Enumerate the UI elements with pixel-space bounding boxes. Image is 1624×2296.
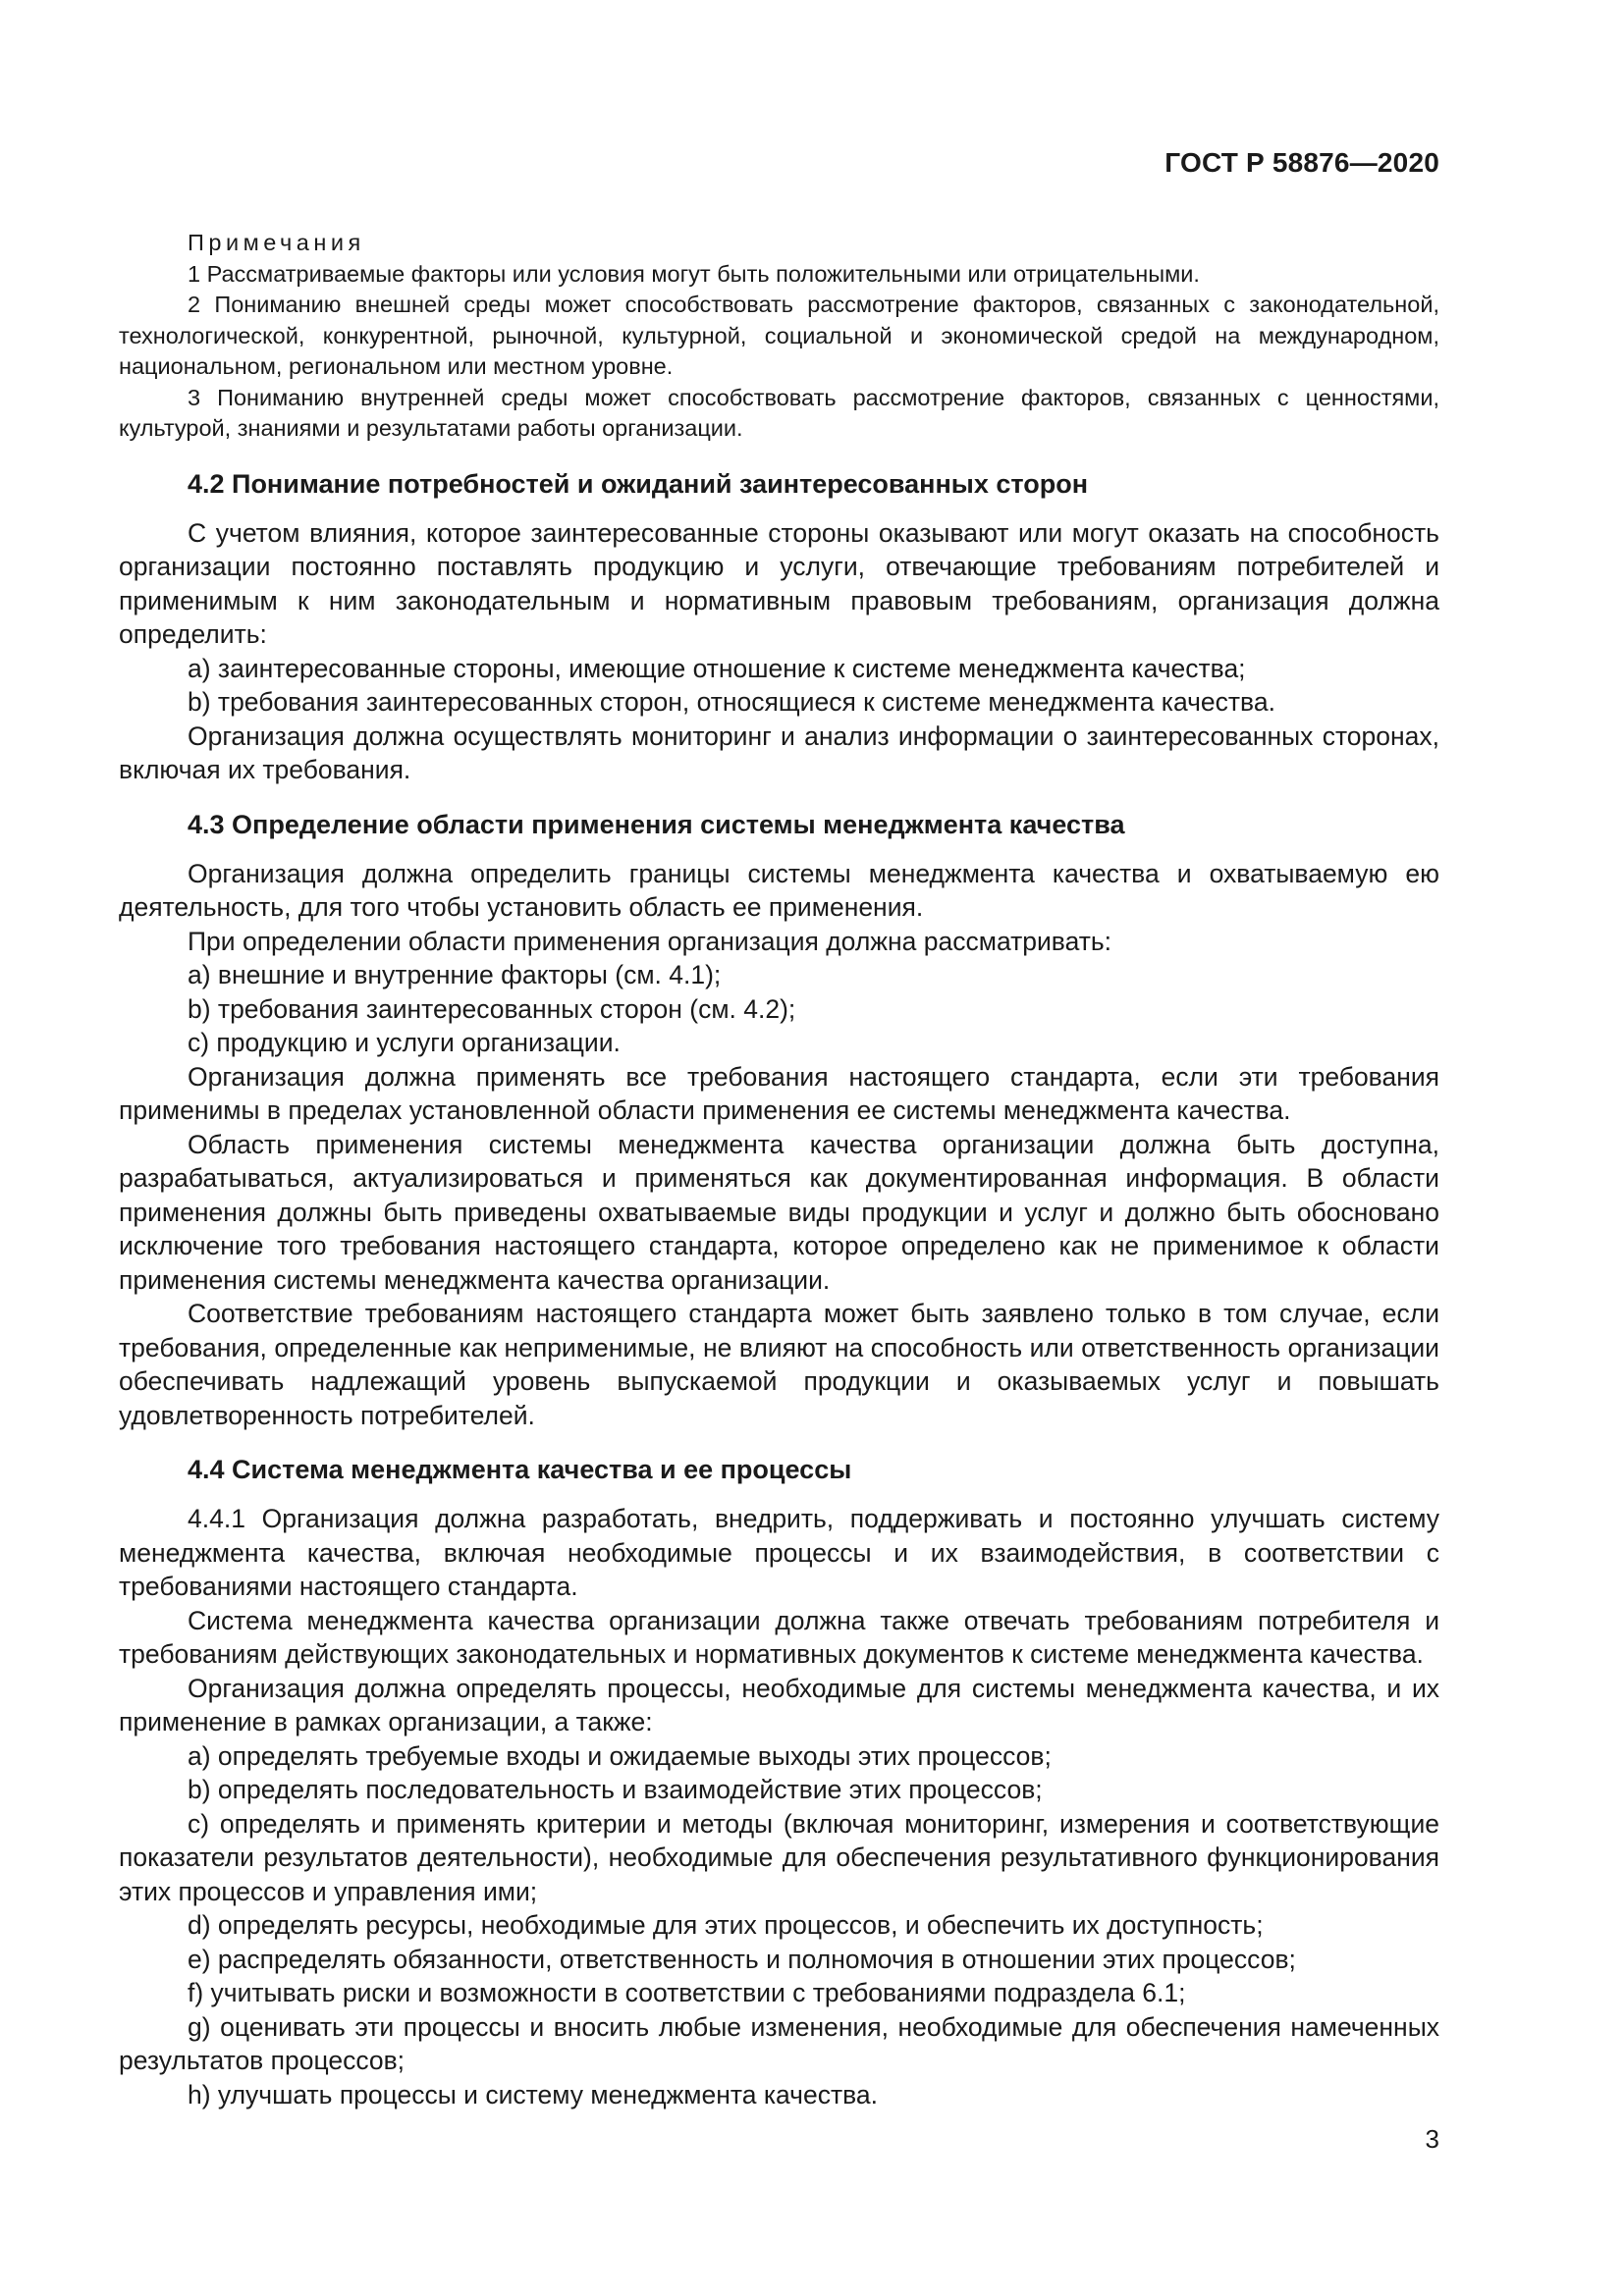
paragraph: Организация должна применять все требования настоящего стандарта, если эти требования применимы в пределах установленной области применения ее системы менеджмента качества. <box>119 1061 1439 1125</box>
note-item: 3 Пониманию внутренней среды может способствовать рассмотрение факторов, связанных с ценностями, культурой, знаниями и результатами работы организации. <box>119 384 1439 441</box>
list-item: a) определять требуемые входы и ожидаемые выходы этих процессов; <box>188 1740 1052 1771</box>
paragraph: При определении области применения организация должна рассматривать: <box>188 926 1112 956</box>
list-item: c) продукцию и услуги организации. <box>188 1028 621 1057</box>
list-item: b) требования заинтересованных сторон (см. 4.2); <box>188 993 796 1024</box>
section-body-4-3 <box>119 857 1439 1433</box>
list-item: b) определять последовательность и взаимодействие этих процессов; <box>188 1775 1043 1804</box>
paragraph: Область применения системы менеджмента качества организации должна быть доступна, разрабатываться, актуализироваться и применяться как документированная информация. В области применения должны быть приведены охватываемые виды продукции и услуг и должно быть обосновано исключение того требования настоящего стандарта, которое определено как не применимое к области применения системы менеджмента качества организации. <box>119 1129 1439 1295</box>
list-item: f) учитывать риски и возможности в соответствии с требованиями подраздела 6.1; <box>188 1978 1186 2007</box>
notes-block <box>119 228 1439 445</box>
list-item: g) оценивать эти процессы и вносить любые изменения, необходимые для обеспечения намеченных результатов процессов; <box>119 2011 1439 2075</box>
page-content <box>119 228 1439 2111</box>
paragraph: Система менеджмента качества организации должна также отвечать требованиям потребителя и требованиям действующих законодательных и нормативных документов к системе менеджмента качества. <box>119 1605 1439 1669</box>
section-heading-4-3: 4.3 Определение области применения системы менеджмента качества <box>188 809 1125 839</box>
list-item: d) определять ресурсы, необходимые для этих процессов, и обеспечить их доступность; <box>188 1910 1264 1940</box>
section-heading-4-4: 4.4 Система менеджмента качества и ее процессы <box>188 1455 852 1484</box>
list-item: h) улучшать процессы и систему менеджмента качества. <box>188 2079 878 2109</box>
document-id: ГОСТ Р 58876—2020 <box>1164 147 1439 178</box>
section-body-4-2 <box>119 516 1439 787</box>
paragraph: Организация должна осуществлять мониторинг и анализ информации о заинтересованных сторонах, включая их требования. <box>119 721 1439 784</box>
list-item: a) внешние и внутренние факторы (см. 4.1); <box>188 960 722 989</box>
paragraph: 4.4.1 Организация должна разработать, внедрить, поддерживать и постоянно улучшать систему менеджмента качества, включая необходимые процессы и их взаимодействия, в соответствии с требованиями настоящего стандарта. <box>119 1504 1439 1601</box>
list-item: e) распределять обязанности, ответственность и полномочия в отношении этих процессов; <box>188 1944 1296 1974</box>
list-item: a) заинтересованные стороны, имеющие отношение к системе менеджмента качества; <box>188 653 1246 683</box>
section-heading-4-2: 4.2 Понимание потребностей и ожиданий заинтересованных сторон <box>188 468 1089 499</box>
note-item: 1 Рассматриваемые факторы или условия могут быть положительными или отрицательными. <box>188 260 1200 287</box>
notes-title: Примечания <box>188 230 365 255</box>
paragraph: Соответствие требованиям настоящего стандарта может быть заявлено только в том случае, если требования, определенные как неприменимые, не влияют на способность или ответственность организации обеспечивать надлежащий уровень выпускаемой продукции и оказываемых услуг и повышать удовлетворенность потребителей. <box>119 1299 1439 1430</box>
paragraph: Организация должна определять процессы, необходимые для системы менеджмента качества, и их применение в рамках организации, а также: <box>119 1673 1439 1736</box>
list-item: c) определять и применять критерии и методы (включая мониторинг, измерения и соответствующие показатели результатов деятельности), необходимые для обеспечения результативного функционирования этих процессов и управления ими; <box>119 1808 1439 1906</box>
page-number: 3 <box>1425 2124 1439 2154</box>
paragraph: Организация должна определить границы системы менеджмента качества и охватываемую ею деятельность, для того чтобы установить область ее применения. <box>119 858 1439 922</box>
list-item: b) требования заинтересованных сторон, относящиеся к системе менеджмента качества. <box>188 687 1275 717</box>
paragraph: С учетом влияния, которое заинтересованные стороны оказывают или могут оказать на способность организации постоянно поставлять продукцию и услуги, отвечающие требованиям потребителей и применимым к ним законодательным и нормативным правовым требованиям, организация должна определить: <box>119 517 1439 649</box>
note-item: 2 Пониманию внешней среды может способствовать рассмотрение факторов, связанных с законодательной, технологической, конкурентной, рыночной, культурной, социальной и экономической средой на международном, национальном, региональном или местном уровне. <box>119 292 1439 379</box>
section-body-4-4 <box>119 1502 1439 2111</box>
